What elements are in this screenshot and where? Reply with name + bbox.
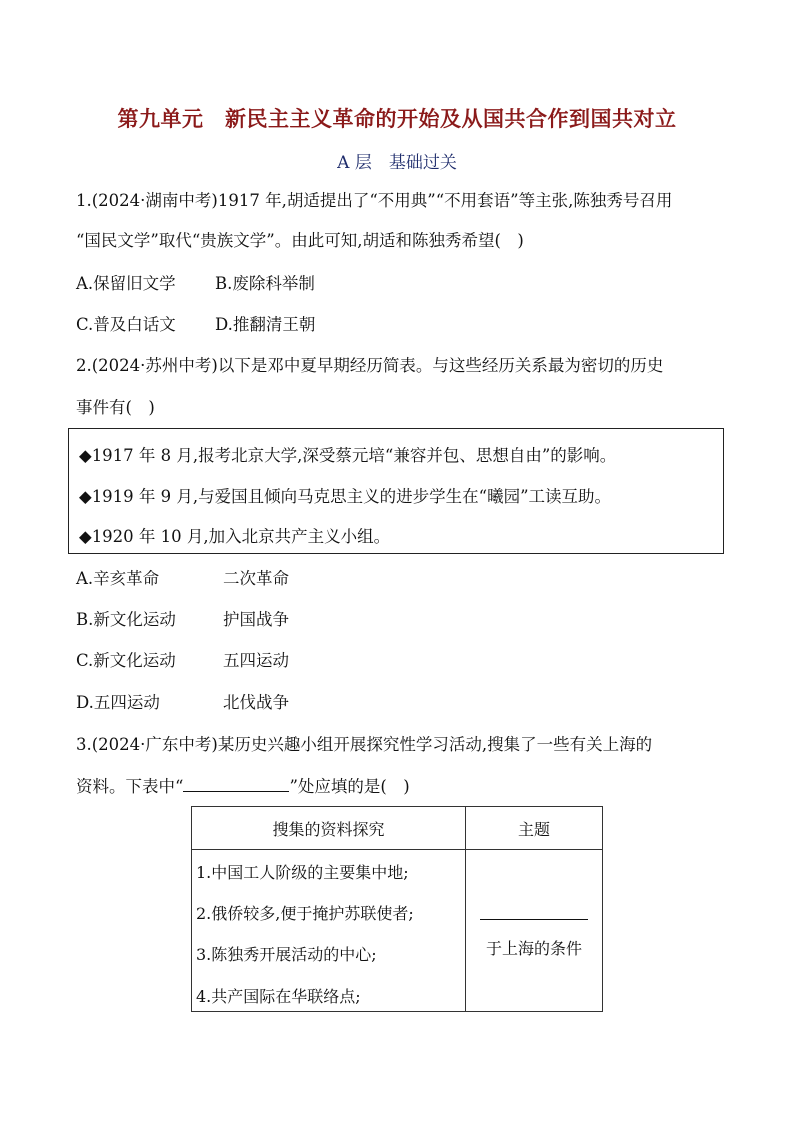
topic-suffix: 于上海的条件 — [485, 938, 582, 958]
q3-data-table — [191, 806, 603, 1012]
q2-material-line: ◆1920 年 10 月,加入北京共产主义小组。 — [79, 527, 391, 546]
q2-option-a-second: 二次革命 — [223, 569, 289, 588]
fill-blank — [183, 777, 289, 792]
q2-material-line: ◆1919 年 9 月,与爱国且倾向马克思主义的进步学生在“曦园”工读互助。 — [79, 487, 612, 506]
q1-stem-line1: 1.(2024·湖南中考)1917 年,胡适提出了“不用典”“不用套语”等主张,陈独秀号召用 — [76, 191, 673, 210]
q2-stem-line1: 2.(2024·苏州中考)以下是邓中夏早期经历简表。与这些经历关系最为密切的历史 — [76, 356, 664, 375]
topic-blank — [467, 903, 601, 924]
q2-option-d-second: 北伐战争 — [223, 693, 289, 712]
material-item: 4.共产国际在华联络点; — [196, 987, 361, 1006]
q3-stem-line1: 3.(2024·广东中考)某历史兴趣小组开展探究性学习活动,搜集了一些有关上海的 — [76, 735, 653, 754]
q1-option-c[interactable]: C.普及白话文 — [76, 315, 176, 334]
table-materials-cell — [192, 850, 466, 1012]
table-header-topic: 主题 — [466, 807, 603, 850]
q2-option-c-second: 五四运动 — [223, 651, 289, 670]
q1-option-a[interactable]: A.保留旧文学 — [76, 274, 176, 293]
q1-option-d[interactable]: D.推翻清王朝 — [215, 315, 316, 334]
q3-stem-suffix: ”处应填的是( ) — [289, 777, 410, 796]
q2-option-b-second: 护国战争 — [223, 610, 289, 629]
unit-title: 第九单元 新民主主义革命的开始及从国共合作到国共对立 — [117, 106, 677, 131]
q2-material-box — [68, 428, 724, 554]
q1-stem-line2: “国民文学”取代“贵族文学”。由此可知,胡适和陈独秀希望( ) — [76, 231, 524, 250]
material-item: 1.中国工人阶级的主要集中地; — [196, 863, 409, 882]
q2-stem-line2: 事件有( ) — [76, 398, 155, 417]
q1-option-b[interactable]: B.废除科举制 — [215, 274, 315, 293]
table-header-materials: 搜集的资料探究 — [192, 807, 466, 850]
table-topic-cell — [466, 850, 603, 1012]
material-item: 2.俄侨较多,便于掩护苏联使者; — [196, 904, 414, 923]
material-item: 3.陈独秀开展活动的中心; — [196, 945, 377, 964]
q2-option-c[interactable]: C.新文化运动 — [76, 651, 176, 670]
level-subtitle: A 层 基础过关 — [337, 153, 457, 173]
q3-stem-prefix: 资料。下表中“ — [76, 777, 184, 796]
q2-option-d[interactable]: D.五四运动 — [76, 693, 160, 712]
q3-stem-line2 — [76, 776, 410, 798]
q2-option-a[interactable]: A.辛亥革命 — [76, 569, 160, 588]
q2-material-line: ◆1917 年 8 月,报考北京大学,深受蔡元培“兼容并包、思想自由”的影响。 — [79, 446, 617, 465]
q2-option-b[interactable]: B.新文化运动 — [76, 610, 176, 629]
